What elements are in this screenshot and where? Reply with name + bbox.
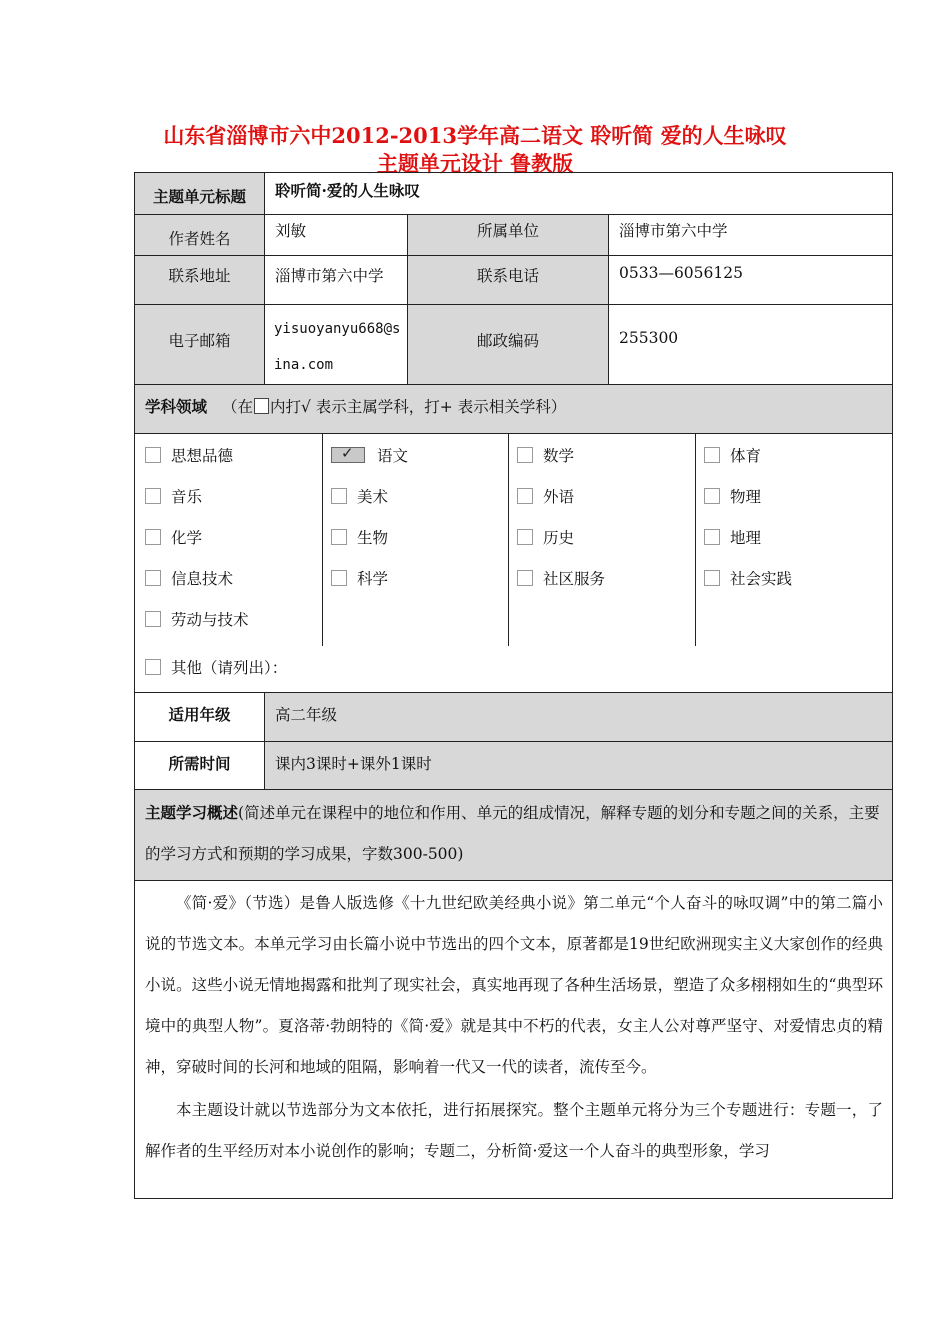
subject-label: 地理 <box>730 529 762 547</box>
unit-value: 淄博市第六中学 <box>619 222 728 240</box>
unit-label-cell <box>408 215 609 256</box>
address-value-cell[interactable] <box>265 256 408 305</box>
subject-physics[interactable] <box>704 485 761 507</box>
time-value-cell[interactable] <box>265 742 893 790</box>
subject-label: 美术 <box>357 488 389 506</box>
unit-title-label: 主题单元标题 <box>152 187 246 206</box>
subject-pe[interactable] <box>704 444 761 466</box>
checkbox-icon[interactable] <box>704 447 720 463</box>
subject-label: 科学 <box>357 570 389 588</box>
subject-social-practice[interactable] <box>704 567 792 589</box>
subject-foreign-language[interactable] <box>517 485 574 507</box>
subject-label: 语文 <box>377 447 409 465</box>
subject-label: 社会实践 <box>730 570 793 588</box>
email-value-cell[interactable] <box>265 305 408 385</box>
subject-art[interactable] <box>331 485 388 507</box>
subject-music[interactable] <box>145 485 202 507</box>
subject-area-header <box>135 385 893 434</box>
address-value: 淄博市第六中学 <box>275 267 384 285</box>
unit-value-cell[interactable] <box>609 215 893 256</box>
overview-header-cell <box>135 790 893 881</box>
postcode-value: 255300 <box>619 329 679 347</box>
subject-history[interactable] <box>517 526 574 548</box>
unit-title-value: 聆听简·爱的人生咏叹 <box>275 181 420 200</box>
phone-label-cell <box>408 256 609 305</box>
subject-math[interactable] <box>517 444 574 466</box>
address-label-cell <box>135 256 265 305</box>
time-label: 所需时间 <box>168 754 231 773</box>
subject-it[interactable] <box>145 567 233 589</box>
overview-label: 主题学习概述 <box>145 803 239 822</box>
grade-label-cell <box>135 693 265 742</box>
subjects-cell <box>135 434 893 693</box>
unit-label: 所属单位 <box>476 222 539 240</box>
overview-paragraph-2: 本主题设计就以节选部分为文本依托，进行拓展探究。整个主题单元将分为三个专题进行：专题一，了解作者的生平经历对本小说创作的影响；专题二，分析简·爱这一个人奋斗的典型形象，学习 <box>145 1101 883 1160</box>
subject-other-label: 其他（请列出）： <box>171 659 288 677</box>
checkbox-icon[interactable] <box>331 570 347 586</box>
postcode-label: 邮政编码 <box>476 332 539 350</box>
title-line-2: 主题单元设计 鲁教版 <box>376 151 574 176</box>
subject-biology[interactable] <box>331 526 388 548</box>
time-value: 课内3课时+课外1课时 <box>275 755 432 773</box>
subject-label: 化学 <box>171 529 203 547</box>
checkbox-icon[interactable] <box>145 659 161 675</box>
subject-labor[interactable] <box>145 608 249 630</box>
checkbox-icon[interactable] <box>331 529 347 545</box>
address-label: 联系地址 <box>168 267 231 285</box>
author-label-cell <box>135 215 265 256</box>
subject-label: 思想品德 <box>171 447 234 465</box>
subject-geography[interactable] <box>704 526 761 548</box>
subject-label: 信息技术 <box>171 570 234 588</box>
checkbox-icon[interactable] <box>517 570 533 586</box>
checkbox-icon[interactable] <box>145 529 161 545</box>
grade-value-cell[interactable] <box>265 693 893 742</box>
subject-chemistry[interactable] <box>145 526 202 548</box>
document-title <box>0 122 950 178</box>
subject-label: 生物 <box>357 529 389 547</box>
author-value-cell[interactable] <box>265 215 408 256</box>
checkbox-icon[interactable] <box>517 529 533 545</box>
subject-area-note-prefix: （在 <box>221 398 253 416</box>
subject-community-service[interactable] <box>517 567 605 589</box>
author-label: 作者姓名 <box>168 230 231 248</box>
checkbox-icon[interactable] <box>145 488 161 504</box>
subject-ethics[interactable] <box>145 444 233 466</box>
subject-science[interactable] <box>331 567 388 589</box>
checked-checkbox-icon[interactable] <box>331 447 365 463</box>
subject-chinese[interactable] <box>331 444 408 466</box>
subjects-grid <box>135 434 892 692</box>
grade-label: 适用年级 <box>168 705 231 724</box>
checkbox-icon[interactable] <box>704 529 720 545</box>
overview-paragraph-1: 《简·爱》（节选）是鲁人版选修《十九世纪欧美经典小说》第二单元“个人奋斗的咏叹调”中的第二篇小说的节选文本。本单元学习由长篇小说中节选出的四个文本，原著都是19世纪欧洲现实主义大家创作的经典小说。这些小说无情地揭露和批判了现实社会，真实地再现了各种生活场景，塑造了众多栩栩如生的“典型环境中的典型人物”。夏洛蒂·勃朗特的《简·爱》就是其中不朽的代表，女主人公对尊严坚守、对爱情忠贞的精神，穿破时间的长河和地域的阻隔，影响着一代又一代的读者，流传至今。 <box>145 894 883 1076</box>
email-label-cell <box>135 305 265 385</box>
overview-header <box>135 790 892 875</box>
overview-note: (简述单元在课程中的地位和作用、单元的组成情况，解释专题的划分和专题之间的关系，主要的学习方式和预期的学习成果，字数300-500) <box>145 804 880 863</box>
checkbox-icon[interactable] <box>517 447 533 463</box>
checkbox-icon[interactable] <box>704 570 720 586</box>
email-value-line-1: yisuoyanyu668@s <box>274 321 401 337</box>
unit-design-form <box>134 172 893 1199</box>
subject-other[interactable] <box>145 656 287 678</box>
subject-label: 体育 <box>730 447 762 465</box>
email-value-line-2: ina.com <box>274 357 334 373</box>
unit-title-label-cell <box>135 173 265 215</box>
subject-label: 数学 <box>543 447 575 465</box>
phone-value-cell[interactable] <box>609 256 893 305</box>
subject-label: 音乐 <box>171 488 203 506</box>
checkbox-icon[interactable] <box>145 447 161 463</box>
postcode-label-cell <box>408 305 609 385</box>
subject-area-note-suffix: 内打√ 表示主属学科，打+ 表示相关学科） <box>269 398 567 416</box>
overview-body-cell[interactable] <box>135 881 893 1199</box>
checkbox-icon[interactable] <box>145 570 161 586</box>
subject-label: 社区服务 <box>543 570 606 588</box>
sample-checkbox-icon <box>254 398 269 414</box>
subject-area-label: 学科领域 <box>145 397 208 416</box>
unit-title-value-cell[interactable] <box>265 173 893 215</box>
subject-label: 外语 <box>543 488 575 506</box>
author-value: 刘敏 <box>275 222 307 240</box>
postcode-value-cell[interactable] <box>609 305 893 385</box>
checkbox-icon[interactable] <box>331 488 347 504</box>
grade-value: 高二年级 <box>275 706 338 724</box>
checkbox-icon[interactable] <box>704 488 720 504</box>
subject-label: 劳动与技术 <box>171 611 249 629</box>
phone-value: 0533—6056125 <box>619 264 743 282</box>
time-label-cell <box>135 742 265 790</box>
email-label: 电子邮箱 <box>168 332 231 350</box>
phone-label: 联系电话 <box>476 267 539 285</box>
title-line-1: 山东省淄博市六中2012-2013学年高二语文 聆听简 爱的人生咏叹 <box>163 123 787 148</box>
checkbox-icon[interactable] <box>517 488 533 504</box>
subject-label: 物理 <box>730 488 762 506</box>
checkbox-icon[interactable] <box>145 611 161 627</box>
subject-label: 历史 <box>543 529 575 547</box>
